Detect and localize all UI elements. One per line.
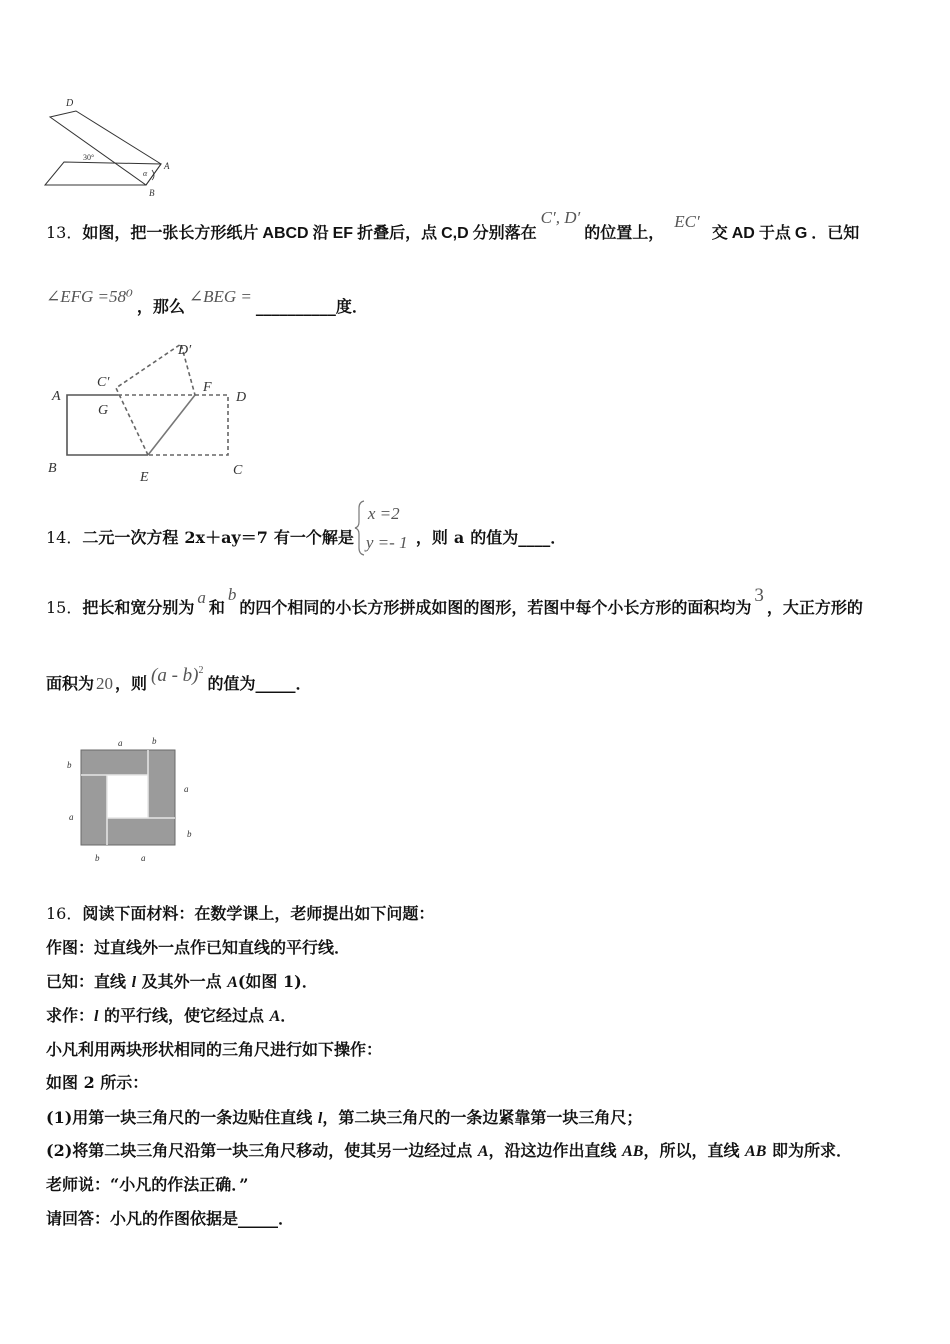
q15-text-4: ，大正方形的 <box>766 598 863 617</box>
q13-answer-blank: __________ <box>255 297 336 316</box>
inner-square <box>107 775 148 818</box>
q16-text-4e: ． <box>280 1006 297 1025</box>
q15-text-3: 的四个相同的小长方形拼成如图的图形，若图中每个小长方形的面积均为 <box>239 598 752 617</box>
q16-line-2 <box>46 937 350 959</box>
q14-solution-y: y =- 1 <box>365 533 408 552</box>
q16-text-10: 请回答：小凡的作图依据是_____． <box>46 1209 295 1228</box>
q13-math-angle-beg: ∠BEG = <box>188 287 252 306</box>
brace-icon <box>354 500 366 556</box>
q15-text-6: ，则 <box>115 674 148 693</box>
q15-math-area: 3 <box>754 585 764 606</box>
figure-parallelogram-strips <box>40 92 180 202</box>
q16-text-4a: 求作： <box>46 1006 95 1025</box>
label-c: C <box>233 463 243 478</box>
angle-30-label: 30° <box>83 153 95 162</box>
q13-fold-line: EF <box>332 225 354 242</box>
figure-pinwheel-square <box>62 730 202 865</box>
q13-number: 13． <box>46 223 83 242</box>
q14-text-4: 的值为____． <box>470 528 567 547</box>
q16-line-10 <box>46 1208 294 1230</box>
q16-var-l: l <box>94 1008 99 1025</box>
q16-text-4c: 的平行线，使它经过点 <box>98 1006 270 1025</box>
rectangle-dashed-edges <box>118 395 228 455</box>
q16-text-7c: ，第二块三角尺的一条边紧靠第一块三角尺； <box>322 1108 643 1127</box>
q14-equation: 2x＋ay＝7 <box>184 528 268 547</box>
label-top-b: b <box>152 736 157 746</box>
label-right-b: b <box>187 829 192 839</box>
q16-text-8g: 即为所求． <box>766 1141 852 1160</box>
q16-text-8c: ，沿这边作出直线 <box>488 1141 623 1160</box>
q16-line-9 <box>46 1174 248 1196</box>
folded-part-dashed <box>116 344 195 455</box>
q13-line-1 <box>46 208 860 244</box>
q16-text-7a: (1)用第一块三角尺的一条边贴住直线 <box>46 1108 318 1127</box>
q14-solution-x: x =2 <box>367 504 400 523</box>
q14-text-2: 有一个解是 <box>273 528 354 547</box>
q16-line-3 <box>46 971 318 993</box>
q16-text-8e: ，所以，直线 <box>643 1141 746 1160</box>
q16-number: 16． <box>46 904 83 923</box>
q13-text-9: ，那么 <box>136 297 185 316</box>
angle-alpha-label: α <box>143 169 148 178</box>
q14-text-1: 二元一次方程 <box>82 528 179 547</box>
q14-text-3: ，则 <box>415 528 448 547</box>
label-c-prime: C′ <box>97 375 110 390</box>
q15-text-1: 把长和宽分别为 <box>82 598 195 617</box>
q15-math-b: b <box>227 585 237 604</box>
q16-line-4 <box>46 1005 296 1027</box>
q16-text-3e: (如图 1)． <box>237 972 318 991</box>
q13-text-4: 分别落在 <box>472 223 537 242</box>
figure-folded-rectangle <box>45 338 260 486</box>
q15-number: 15． <box>46 598 83 617</box>
q16-line-1 <box>46 903 434 925</box>
q15-math-exponent: 2 <box>198 665 204 676</box>
q16-line-6 <box>46 1072 148 1094</box>
q16-line-8 <box>46 1140 852 1162</box>
q13-rect-name: ABCD <box>262 225 309 242</box>
q13-text-7: 于点 <box>758 223 791 242</box>
q16-point-a: A <box>269 1008 281 1025</box>
q16-point-a: A <box>477 1143 489 1160</box>
q13-text-2: 沿 <box>312 223 329 242</box>
q13-side-ad: AD <box>731 225 755 242</box>
q16-text-1: 阅读下面材料：在数学课上，老师提出如下问题： <box>82 904 435 923</box>
q15-math-big-area: 20 <box>96 674 114 693</box>
q13-point-g: G <box>794 225 808 242</box>
label-f: F <box>203 380 212 395</box>
q13-text-3: 折叠后，点 <box>357 223 438 242</box>
q13-text-6: 交 <box>711 223 728 242</box>
q14-number: 14． <box>46 528 83 547</box>
q16-line-5 <box>46 1039 382 1061</box>
q15-text-5: 面积为 <box>46 674 95 693</box>
q15-line-1 <box>46 585 863 619</box>
label-left-b: b <box>67 760 72 770</box>
q13-math-angle-efg: ∠EFG =58⁰ <box>46 287 133 306</box>
q14-var-a: a <box>453 528 465 547</box>
label-g: G <box>98 403 109 418</box>
label-d: D <box>66 98 74 109</box>
q16-point-a: A <box>227 974 238 991</box>
fold-line-ef <box>148 395 195 455</box>
label-e: E <box>140 470 149 485</box>
label-d-prime: D′ <box>178 343 192 358</box>
label-a: A <box>164 161 170 171</box>
q13-math-ec-prime: EC′ <box>674 212 700 231</box>
q16-var-l: l <box>317 1110 323 1127</box>
q16-text-3c: 及其外一点 <box>136 972 228 991</box>
q16-text-8a: (2)将第二块三角尺沿第一块三角尺移动，使其另一边经过点 <box>46 1141 478 1160</box>
label-bottom-b: b <box>95 853 100 863</box>
q16-line-7 <box>46 1107 642 1129</box>
q13-text-10: 度． <box>335 297 368 316</box>
label-bottom-a: a <box>141 853 146 863</box>
q13-text-8: ．已知 <box>811 223 860 242</box>
q16-var-l: l <box>131 974 137 991</box>
q13-text-5: 的位置上， <box>584 223 665 242</box>
q14-solution-system <box>354 504 416 552</box>
label-b: B <box>149 188 155 198</box>
label-a: A <box>52 389 61 404</box>
q14-line <box>46 504 567 552</box>
label-b: B <box>48 461 57 476</box>
q13-math-c-d-prime: C′, D′ <box>540 208 581 227</box>
q15-text-2: 和 <box>208 598 225 617</box>
q15-text-7: 的值为_____． <box>207 674 312 693</box>
label-top-a: a <box>118 738 123 748</box>
q13-line-2 <box>46 287 368 318</box>
q16-line-ab: AB <box>622 1143 644 1160</box>
label-d: D <box>236 390 247 405</box>
q15-line-2 <box>46 665 312 695</box>
q16-text-2: 作图：过直线外一点作已知直线的平行线． <box>46 938 351 957</box>
q16-text-9: 老师说：“小凡的作法正确．” <box>46 1175 249 1194</box>
q16-line-ab: AB <box>745 1143 767 1160</box>
label-left-a: a <box>69 812 74 822</box>
q15-math-a: a <box>197 588 206 607</box>
q16-text-6: 如图 2 所示： <box>46 1073 149 1092</box>
label-right-a: a <box>184 784 189 794</box>
q13-points-cd: C,D <box>441 225 469 242</box>
q16-text-5: 小凡利用两块形状相同的三角尺进行如下操作： <box>46 1040 383 1059</box>
q13-text-1: 如图，把一张长方形纸片 <box>82 223 259 242</box>
q16-text-3a: 已知：直线 <box>46 972 132 991</box>
q15-math-expr: (a - b) <box>151 665 199 686</box>
